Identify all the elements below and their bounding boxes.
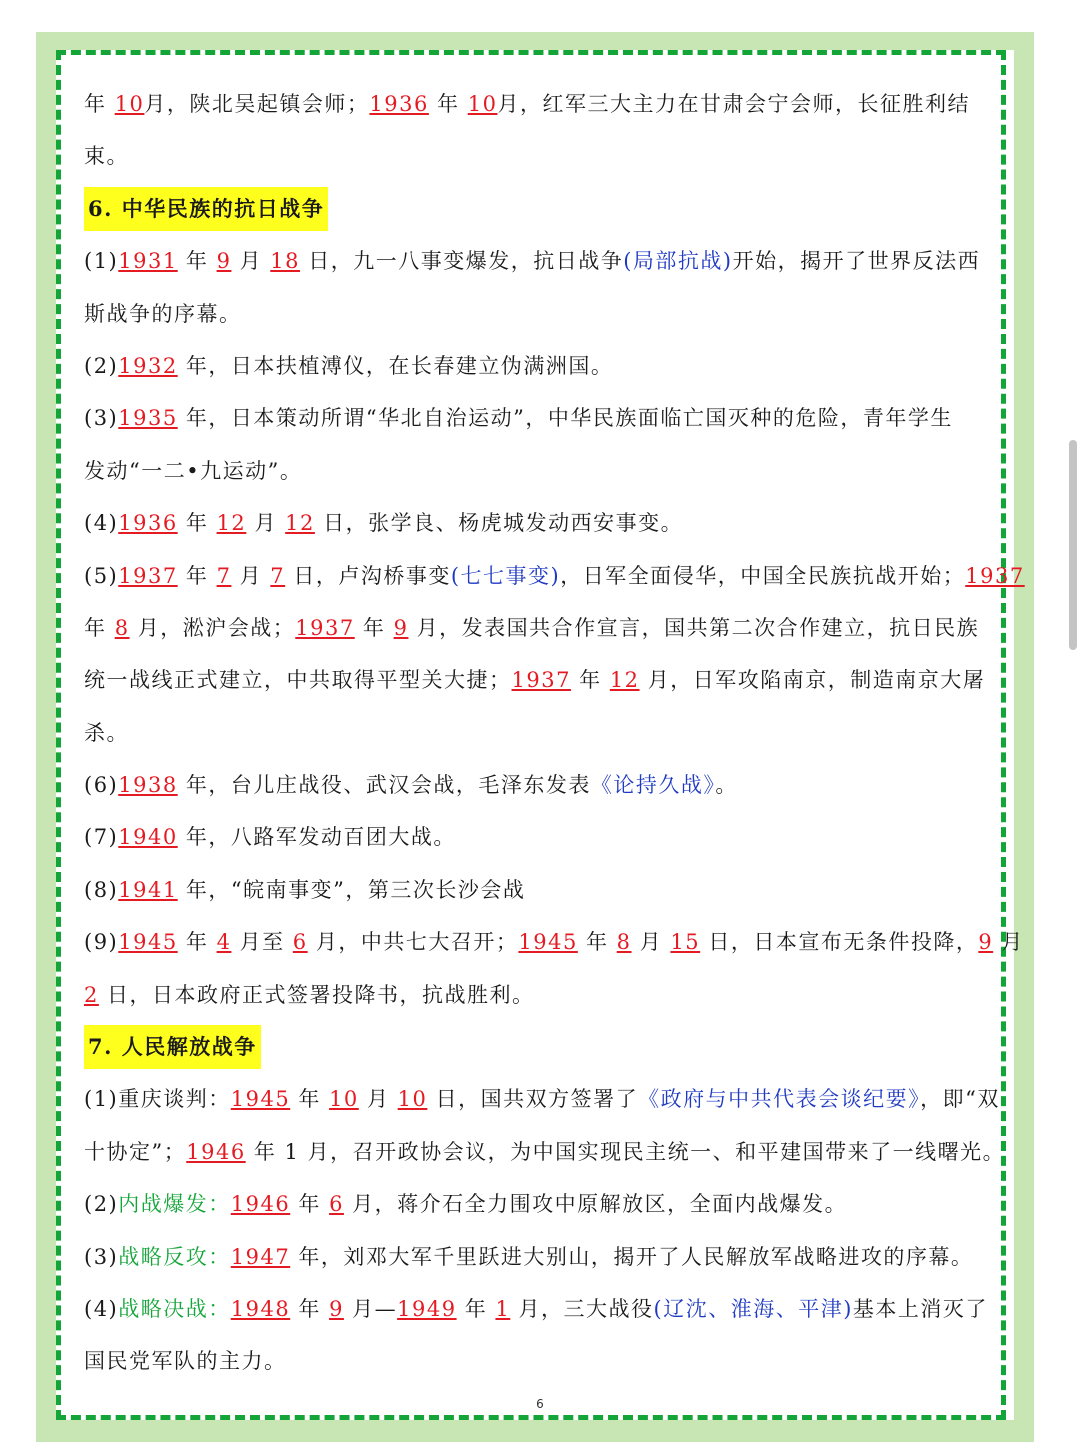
text-segment: (3) bbox=[84, 406, 119, 431]
text-segment: (3) bbox=[84, 1244, 119, 1269]
text-segment: 年 bbox=[354, 615, 394, 640]
text-segment: 月，日军攻陷南京，制造南京大屠 bbox=[639, 668, 986, 693]
date-highlight: 10 bbox=[329, 1087, 359, 1112]
date-highlight: 6 bbox=[292, 930, 308, 955]
date-highlight: 10 bbox=[397, 1087, 428, 1112]
text-line bbox=[84, 1231, 990, 1283]
text-line bbox=[84, 445, 990, 497]
date-highlight: 1945 bbox=[118, 930, 178, 955]
date-highlight: 18 bbox=[270, 249, 301, 274]
text-segment: 年 bbox=[177, 511, 217, 536]
term-highlight: (辽沈、淮海、平津) bbox=[653, 1296, 853, 1321]
text-segment: 月，三大战役 bbox=[510, 1296, 654, 1321]
text-line bbox=[84, 183, 990, 235]
text-segment: 发动“一二•九运动”。 bbox=[84, 458, 303, 483]
date-highlight: 1932 bbox=[118, 353, 178, 378]
text-segment: 月，发表国共合作宣言，国共第二次合作建立，抗日民族 bbox=[408, 615, 980, 640]
date-highlight: 8 bbox=[616, 930, 632, 955]
text-segment: 束。 bbox=[84, 144, 129, 169]
text-line bbox=[84, 759, 990, 811]
text-line bbox=[84, 288, 990, 340]
text-segment: 年 1 月，召开政协会议，为中国实现民主统一、和平建国带来了一线曙光。 bbox=[245, 1139, 1006, 1164]
date-highlight: 12 bbox=[609, 668, 640, 693]
date-highlight: 6 bbox=[329, 1192, 344, 1217]
text-line bbox=[84, 707, 990, 759]
term-highlight: 《论持久战》 bbox=[590, 773, 716, 798]
text-segment: 日，九一八事变爆发，抗日战争 bbox=[300, 249, 624, 274]
date-highlight: 9 bbox=[978, 930, 994, 955]
text-segment: 日，卢沟桥事变 bbox=[285, 563, 451, 588]
text-segment: 年 bbox=[577, 930, 617, 955]
text-segment: 开始，揭开了世界反法西 bbox=[732, 249, 981, 274]
date-highlight: 1936 bbox=[118, 511, 178, 536]
scrollbar-thumb[interactable] bbox=[1069, 440, 1077, 650]
date-highlight: 12 bbox=[216, 511, 247, 536]
text-line bbox=[84, 969, 990, 1021]
text-segment: 月 bbox=[231, 563, 271, 588]
text-segment: 日，张学良、杨虎城发动西安事变。 bbox=[314, 511, 684, 536]
text-line bbox=[84, 1126, 1006, 1178]
text-segment: 国民党军队的主力。 bbox=[84, 1349, 287, 1374]
text-line bbox=[84, 602, 990, 654]
text-segment: (2) bbox=[84, 1192, 119, 1217]
date-highlight: 9 bbox=[329, 1296, 344, 1321]
text-segment: 年 bbox=[177, 249, 217, 274]
date-highlight: 1937 bbox=[965, 563, 1025, 588]
date-highlight: 1948 bbox=[230, 1296, 291, 1321]
text-segment: 月 bbox=[231, 249, 271, 274]
text-segment: 年 bbox=[84, 92, 115, 116]
text-line bbox=[84, 1283, 990, 1335]
text-segment: 月 bbox=[246, 511, 286, 536]
text-segment: 年，“皖南事变”，第三次长沙会战 bbox=[177, 877, 526, 902]
date-highlight: 2 bbox=[84, 982, 99, 1007]
date-highlight: 8 bbox=[114, 615, 130, 640]
text-segment: 年 bbox=[290, 1192, 330, 1217]
date-highlight: 1935 bbox=[118, 406, 178, 431]
text-segment: 年，八路军发动百团大战。 bbox=[177, 825, 456, 850]
text-segment: (6) bbox=[84, 773, 119, 798]
date-highlight: 1931 bbox=[118, 249, 178, 274]
text-segment: 年 bbox=[177, 563, 217, 588]
text-segment: 月，中共七大召开； bbox=[307, 930, 519, 955]
text-segment: 月 bbox=[358, 1087, 398, 1112]
section-heading: 6. 中华民族的抗日战争 bbox=[84, 187, 328, 231]
date-highlight: 9 bbox=[216, 249, 232, 274]
text-segment: 月至 bbox=[231, 930, 293, 955]
text-line bbox=[84, 916, 1024, 968]
text-line bbox=[84, 550, 1025, 602]
text-segment: 年 bbox=[290, 1087, 330, 1112]
text-line bbox=[84, 1073, 1000, 1125]
text-segment: 月，红军三大主力在甘肃会宁会师，长征胜利结 bbox=[497, 92, 970, 116]
text-line bbox=[84, 864, 990, 916]
phase-label: 战略决战： bbox=[118, 1296, 231, 1321]
text-segment: 。 bbox=[715, 773, 738, 798]
text-line bbox=[84, 1335, 990, 1387]
text-segment: (4) bbox=[84, 1296, 119, 1321]
document-body bbox=[84, 78, 1025, 1388]
date-highlight: 1937 bbox=[511, 668, 571, 693]
text-segment: (5) bbox=[84, 563, 119, 588]
text-segment: 杀。 bbox=[84, 720, 129, 745]
text-segment: (8) bbox=[84, 877, 119, 902]
date-highlight: 10 bbox=[114, 92, 145, 116]
text-segment: 年，日本扶植溥仪，在长春建立伪满洲国。 bbox=[177, 353, 614, 378]
section-heading: 7. 人民解放战争 bbox=[84, 1025, 261, 1069]
phase-label: 战略反攻： bbox=[118, 1244, 231, 1269]
date-highlight: 1946 bbox=[230, 1192, 291, 1217]
text-segment: (2) bbox=[84, 353, 119, 378]
date-highlight: 9 bbox=[393, 615, 409, 640]
date-highlight: 1949 bbox=[397, 1296, 457, 1321]
date-highlight: 1945 bbox=[230, 1087, 291, 1112]
term-highlight: (七七事变) bbox=[450, 563, 561, 588]
text-segment: ，日军全面侵华，中国全民族抗战开始； bbox=[560, 563, 966, 588]
text-segment: 日，国共双方签署了 bbox=[427, 1087, 639, 1112]
text-segment: 统一战线正式建立，中共取得平型关大捷； bbox=[84, 668, 512, 693]
date-highlight: 1937 bbox=[118, 563, 178, 588]
text-segment: 月— bbox=[343, 1296, 398, 1321]
text-line bbox=[84, 1178, 990, 1230]
date-highlight: 7 bbox=[216, 563, 232, 588]
text-segment: (1)重庆谈判： bbox=[84, 1087, 231, 1112]
text-segment: 日，日本宣布无条件投降， bbox=[700, 930, 979, 955]
text-line bbox=[84, 497, 990, 549]
date-highlight: 12 bbox=[285, 511, 315, 536]
term-highlight: 《政府与中共代表会谈纪要》 bbox=[638, 1087, 921, 1112]
date-highlight: 1 bbox=[495, 1296, 511, 1321]
term-highlight: (局部抗战) bbox=[623, 249, 733, 274]
text-segment: 月，淞沪会战； bbox=[129, 615, 296, 640]
date-highlight: 1945 bbox=[518, 930, 578, 955]
phase-label: 内战爆发： bbox=[118, 1192, 231, 1217]
text-segment: 月，蒋介石全力围攻中原解放区，全面内战爆发。 bbox=[343, 1192, 848, 1217]
text-segment: 年 bbox=[84, 615, 115, 640]
text-segment: 月，陕北吴起镇会师； bbox=[144, 92, 370, 116]
date-highlight: 1938 bbox=[118, 773, 178, 798]
date-highlight: 1946 bbox=[186, 1139, 246, 1164]
text-line bbox=[84, 340, 990, 392]
date-highlight: 4 bbox=[216, 930, 232, 955]
date-highlight: 15 bbox=[670, 930, 701, 955]
text-segment: 日，日本政府正式签署投降书，抗战胜利。 bbox=[98, 982, 535, 1007]
date-highlight: 7 bbox=[270, 563, 286, 588]
text-segment: 年，台儿庄战役、武汉会战，毛泽东发表 bbox=[177, 773, 591, 798]
text-segment: (4) bbox=[84, 511, 119, 536]
text-segment: 年 bbox=[456, 1296, 496, 1321]
text-line bbox=[84, 811, 990, 863]
text-line bbox=[84, 392, 990, 444]
text-segment: 年 bbox=[428, 92, 468, 116]
text-segment: (1) bbox=[84, 249, 119, 274]
text-segment: (7) bbox=[84, 825, 119, 850]
date-highlight: 1941 bbox=[118, 877, 178, 902]
text-segment: 年，日本策动所谓“华北自治运动”，中华民族面临亡国灭种的危险，青年学生 bbox=[177, 406, 953, 431]
text-segment: 斯战争的序幕。 bbox=[84, 301, 242, 326]
date-highlight: 1937 bbox=[295, 615, 355, 640]
date-highlight: 1936 bbox=[369, 92, 429, 116]
page-number: 6 bbox=[536, 1397, 544, 1411]
text-line bbox=[84, 654, 990, 706]
date-highlight: 10 bbox=[467, 92, 498, 116]
text-segment: ，即“双 bbox=[920, 1087, 1000, 1112]
text-segment: 年 bbox=[290, 1296, 330, 1321]
text-segment: 基本上消灭了 bbox=[852, 1296, 988, 1321]
text-segment: 十协定”； bbox=[84, 1139, 187, 1164]
text-segment: 年，刘邓大军千里跃进大别山，揭开了人民解放军战略进攻的序幕。 bbox=[290, 1244, 974, 1269]
text-line bbox=[84, 78, 990, 130]
text-line bbox=[84, 130, 990, 182]
text-segment: 年 bbox=[570, 668, 610, 693]
text-line bbox=[84, 235, 990, 287]
date-highlight: 1947 bbox=[230, 1244, 291, 1269]
text-segment: 年 bbox=[177, 930, 217, 955]
text-segment: 月 bbox=[631, 930, 671, 955]
date-highlight: 1940 bbox=[118, 825, 178, 850]
text-segment: 月 bbox=[993, 930, 1024, 955]
text-line bbox=[84, 1021, 990, 1073]
text-segment: (9) bbox=[84, 930, 119, 955]
